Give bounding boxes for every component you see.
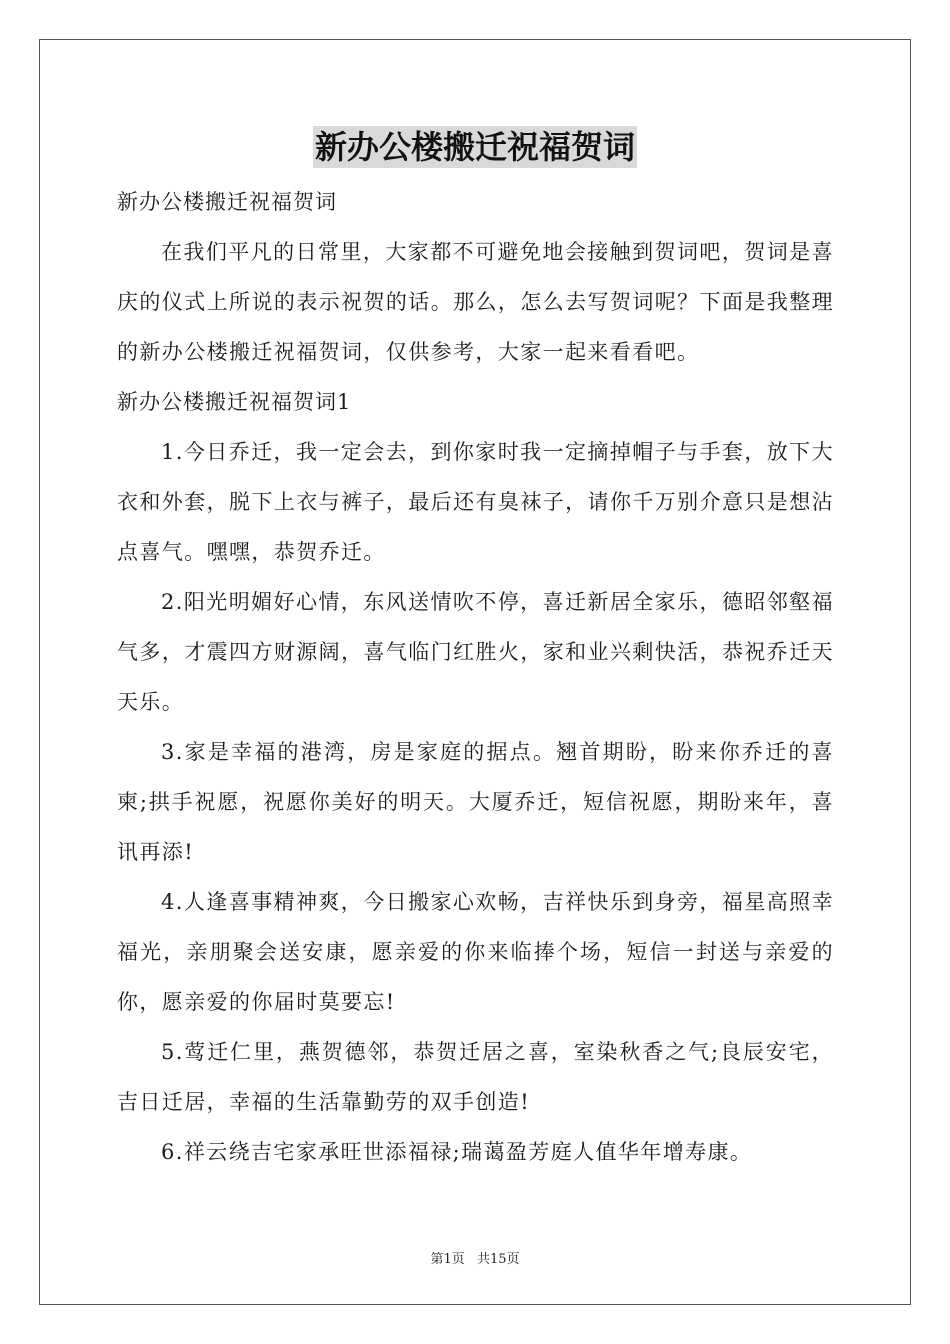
document-title: 新办公楼搬迁祝福贺词 bbox=[314, 128, 635, 166]
greeting-item-2: 2.阳光明媚好心情，东风送情吹不停，喜迁新居全家乐，德昭邻壑福气多，才震四方财源阔，喜气临门红胜火，家和业兴剩快活，恭祝乔迁天天乐。 bbox=[117, 590, 834, 714]
document-body bbox=[117, 177, 834, 1177]
greeting-item-3: 3.家是幸福的港湾，房是家庭的据点。翘首期盼，盼来你乔迁的喜柬;拱手祝愿，祝愿你美好的明天。大厦乔迁，短信祝愿，期盼来年，喜讯再添! bbox=[117, 740, 834, 864]
document-subtitle: 新办公楼搬迁祝福贺词 bbox=[117, 190, 337, 214]
section-heading: 新办公楼搬迁祝福贺词1 bbox=[117, 390, 352, 414]
page-footer bbox=[0, 1248, 950, 1267]
greeting-item-4: 4.人逢喜事精神爽，今日搬家心欢畅，吉祥快乐到身旁，福星高照幸福光，亲朋聚会送安康，愿亲爱的你来临捧个场，短信一封送与亲爱的你，愿亲爱的你届时莫要忘! bbox=[117, 890, 834, 1014]
title-block bbox=[0, 126, 950, 168]
page-number: 第1页 bbox=[430, 1252, 465, 1267]
page-total: 共15页 bbox=[476, 1252, 520, 1267]
intro-paragraph: 在我们平凡的日常里，大家都不可避免地会接触到贺词吧，贺词是喜庆的仪式上所说的表示祝贺的话。那么，怎么去写贺词呢？下面是我整理的新办公楼搬迁祝福贺词，仅供参考，大家一起来看看吧。 bbox=[117, 240, 834, 364]
greeting-item-6: 6.祥云绕吉宅家承旺世添福禄;瑞蔼盈芳庭人值华年增寿康。 bbox=[161, 1140, 753, 1164]
greeting-item-5: 5.莺迁仁里，燕贺德邻，恭贺迁居之喜，室染秋香之气;良辰安宅，吉日迁居，幸福的生活靠勤劳的双手创造! bbox=[117, 1040, 834, 1114]
greeting-item-1: 1.今日乔迁，我一定会去，到你家时我一定摘掉帽子与手套，放下大衣和外套，脱下上衣与裤子，最后还有臭袜子，请你千万别介意只是想沾点喜气。嘿嘿，恭贺乔迁。 bbox=[117, 440, 834, 564]
